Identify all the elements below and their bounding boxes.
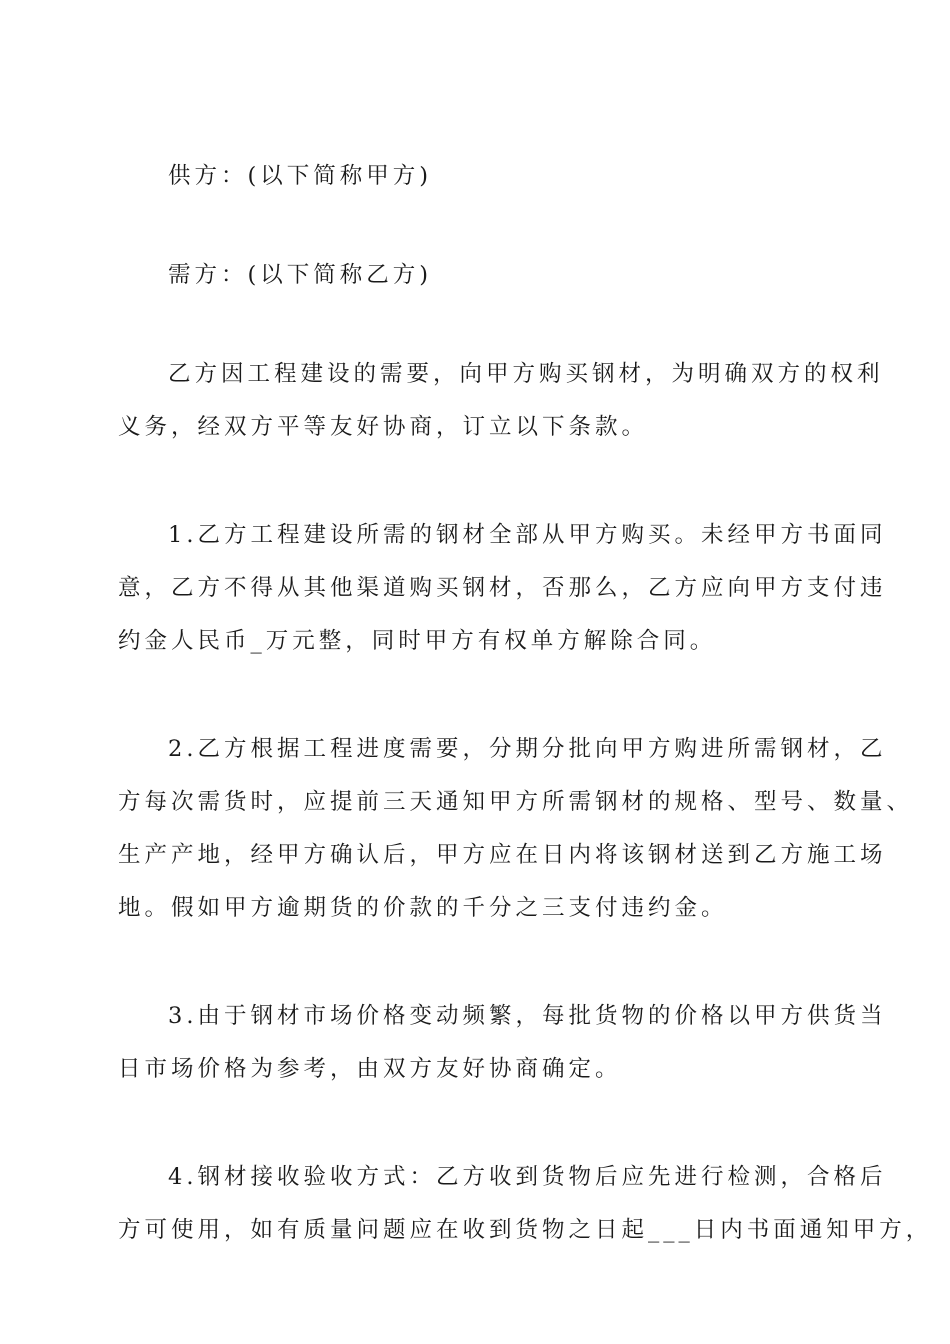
intro-line: 乙方因工程建设的需要，向甲方购买钢材，为明确双方的权利 xyxy=(168,361,884,387)
supplier-line xyxy=(118,150,838,203)
clause-3 xyxy=(118,990,887,1096)
clause-line: 方每次需货时，应提前三天通知甲方所需钢材的规格、型号、数量、 xyxy=(118,789,914,815)
clause-line: 1.乙方工程建设所需的钢材全部从甲方购买。未经甲方书面同 xyxy=(168,522,887,548)
clause-2 xyxy=(118,723,914,935)
clause-1 xyxy=(118,509,887,668)
intro-paragraph xyxy=(118,348,884,454)
document-body xyxy=(118,150,933,1257)
clause-line: 地。假如甲方逾期货的价款的千分之三支付违约金。 xyxy=(118,895,728,921)
buyer-text: 需方：(以下简称乙方) xyxy=(168,262,433,288)
clause-line: 生产产地，经甲方确认后，甲方应在日内将该钢材送到乙方施工场 xyxy=(118,842,887,868)
clause-line: 约金人民币_万元整，同时甲方有权单方解除合同。 xyxy=(118,628,717,654)
clause-4 xyxy=(118,1151,933,1257)
clause-line: 3.由于钢材市场价格变动频繁，每批货物的价格以甲方供货当 xyxy=(168,1003,887,1029)
clause-line: 2.乙方根据工程进度需要，分期分批向甲方购进所需钢材，乙 xyxy=(168,736,887,762)
clause-line: 意，乙方不得从其他渠道购买钢材，否那么，乙方应向甲方支付违 xyxy=(118,575,887,601)
supplier-text: 供方：(以下简称甲方) xyxy=(168,163,433,189)
clause-line: 日市场价格为参考，由双方友好协商确定。 xyxy=(118,1056,622,1082)
clause-line: 方可使用，如有质量问题应在收到货物之日起___日内书面通知甲方， xyxy=(118,1217,933,1243)
intro-line: 义务，经双方平等友好协商，订立以下条款。 xyxy=(118,414,649,440)
clause-line: 4.钢材接收验收方式：乙方收到货物后应先进行检测，合格后 xyxy=(168,1164,887,1190)
buyer-line xyxy=(118,249,838,302)
